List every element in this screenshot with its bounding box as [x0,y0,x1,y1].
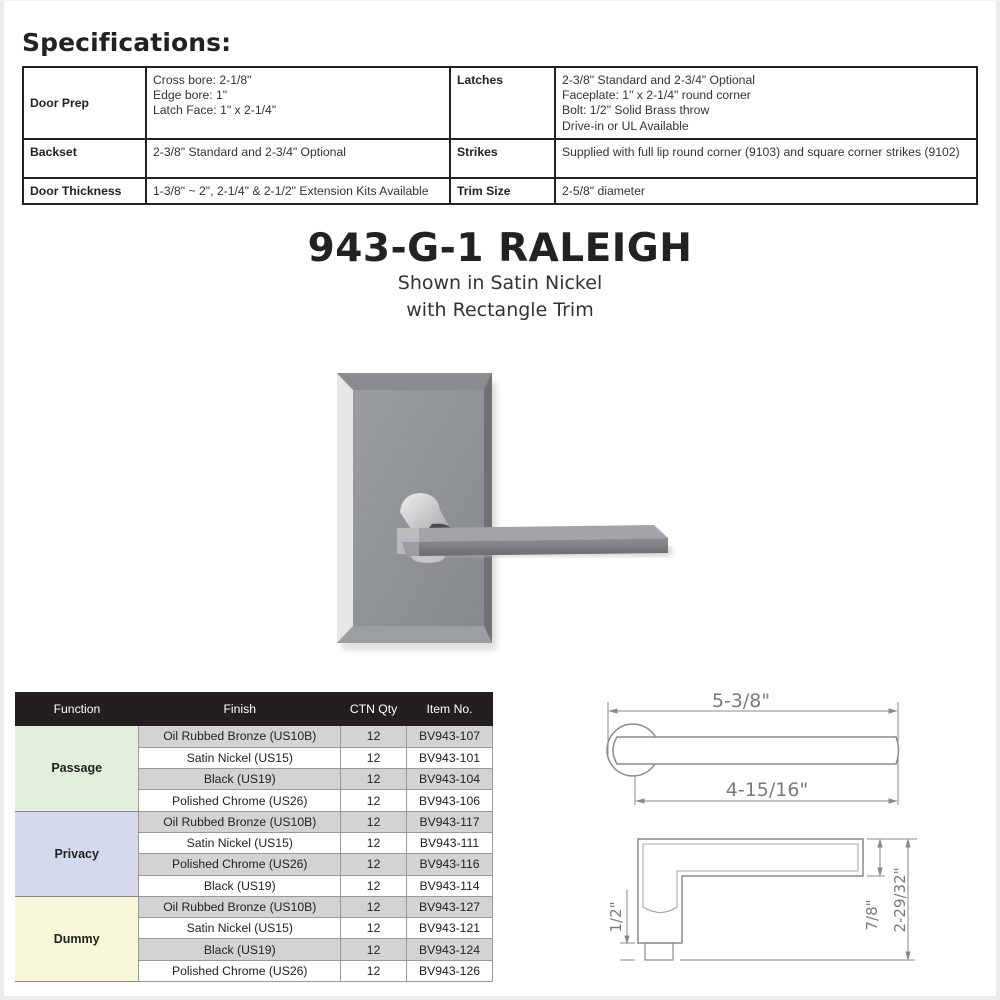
product-subtitle: Shown in Satin Nickel [397,272,603,294]
dimension-drawing-top-view [595,680,925,810]
item-no-cell: BV943-107 [407,726,493,747]
dimension-lever-length: 4-15/16" [725,779,809,801]
column-header-function: Function [15,692,139,726]
finish-cell: Oil Rubbed Bronze (US10B) [139,811,341,832]
finish-cell: Satin Nickel (US15) [139,918,341,939]
function-group-privacy: Privacy [15,811,139,896]
function-group-dummy: Dummy [15,896,139,981]
finish-cell: Satin Nickel (US15) [139,747,341,768]
qty-cell: 12 [341,747,407,768]
qty-cell: 12 [341,726,407,747]
item-no-cell: BV943-117 [407,811,493,832]
product-image [320,360,680,660]
spec-label: Backset [23,139,146,178]
item-no-cell: BV943-121 [407,918,493,939]
qty-cell: 12 [341,896,407,917]
spec-value-line: 1-3/8" ~ 2", 2-1/4" & 2-1/2" Extension Kits Available [153,183,429,198]
spec-value [555,67,977,139]
spec-value-line: Supplied with full lip round corner (9103) and square corner strikes (9102) [562,144,960,159]
function-finish-table [15,692,493,982]
spec-value [555,178,977,204]
spec-label: Door Prep [23,67,146,139]
table-row [15,811,493,832]
spec-value-line: Faceplate: 1" x 2-1/4" round corner [562,88,751,103]
spec-value [146,67,450,139]
item-no-cell: BV943-101 [407,747,493,768]
spec-label: Door Thickness [23,178,146,204]
column-header-ctn-qty: CTN Qty [341,692,407,726]
spec-value-line: Drive-in or UL Available [562,118,689,133]
finish-cell: Polished Chrome (US26) [139,854,341,875]
column-header-finish: Finish [139,692,341,726]
dimension-overall-length: 5-3/8" [711,690,771,712]
spec-row [23,67,977,139]
spec-label: Strikes [450,139,555,178]
qty-cell: 12 [341,811,407,832]
spec-row [23,139,977,178]
spec-value-line: Bolt: 1/2" Solid Brass throw [562,103,710,118]
product-subtitle: with Rectangle Trim [406,299,594,321]
spec-row [23,178,977,204]
spec-value [146,178,450,204]
product-title: 943-G-1 RALEIGH [307,226,693,271]
table-header-row [15,692,493,726]
qty-cell: 12 [341,960,407,981]
qty-cell: 12 [341,790,407,811]
dimension-overall-height: 2-29/32" [891,867,909,933]
qty-cell: 12 [341,875,407,896]
specifications-heading: Specifications: [22,28,232,57]
item-no-cell: BV943-127 [407,896,493,917]
function-group-passage: Passage [15,726,139,811]
dimension-drawing-side-view [595,825,935,975]
finish-cell: Black (US19) [139,875,341,896]
specifications-table [22,66,978,205]
qty-cell: 12 [341,854,407,875]
finish-cell: Black (US19) [139,769,341,790]
item-no-cell: BV943-124 [407,939,493,960]
spec-value-line: Cross bore: 2-1/8" [153,73,252,87]
item-no-cell: BV943-126 [407,960,493,981]
finish-cell: Satin Nickel (US15) [139,832,341,853]
spec-label: Latches [450,67,555,139]
spec-value-line: 2-5/8" diameter [562,183,645,198]
finish-cell: Oil Rubbed Bronze (US10B) [139,726,341,747]
spec-value-line: 2-3/8" Standard and 2-3/4" Optional [153,144,346,159]
finish-cell: Polished Chrome (US26) [139,790,341,811]
spec-value-line: Edge bore: 1" [153,88,228,103]
qty-cell: 12 [341,939,407,960]
item-no-cell: BV943-116 [407,854,493,875]
spec-value-line: 2-3/8" Standard and 2-3/4" Optional [562,73,755,87]
finish-cell: Black (US19) [139,939,341,960]
column-header-item-no: Item No. [407,692,493,726]
item-no-cell: BV943-106 [407,790,493,811]
item-no-cell: BV943-114 [407,875,493,896]
spec-value-line: Latch Face: 1" x 2-1/4" [153,103,277,118]
spec-value [146,139,450,178]
spec-value [555,139,977,178]
dimension-lever-thickness: 7/8" [863,899,881,931]
table-row [15,726,493,747]
item-no-cell: BV943-111 [407,832,493,853]
item-no-cell: BV943-104 [407,769,493,790]
finish-cell: Oil Rubbed Bronze (US10B) [139,896,341,917]
finish-cell: Polished Chrome (US26) [139,960,341,981]
dimension-base-height: 1/2" [607,901,625,933]
qty-cell: 12 [341,769,407,790]
qty-cell: 12 [341,918,407,939]
qty-cell: 12 [341,832,407,853]
table-row [15,896,493,917]
spec-label: Trim Size [450,178,555,204]
